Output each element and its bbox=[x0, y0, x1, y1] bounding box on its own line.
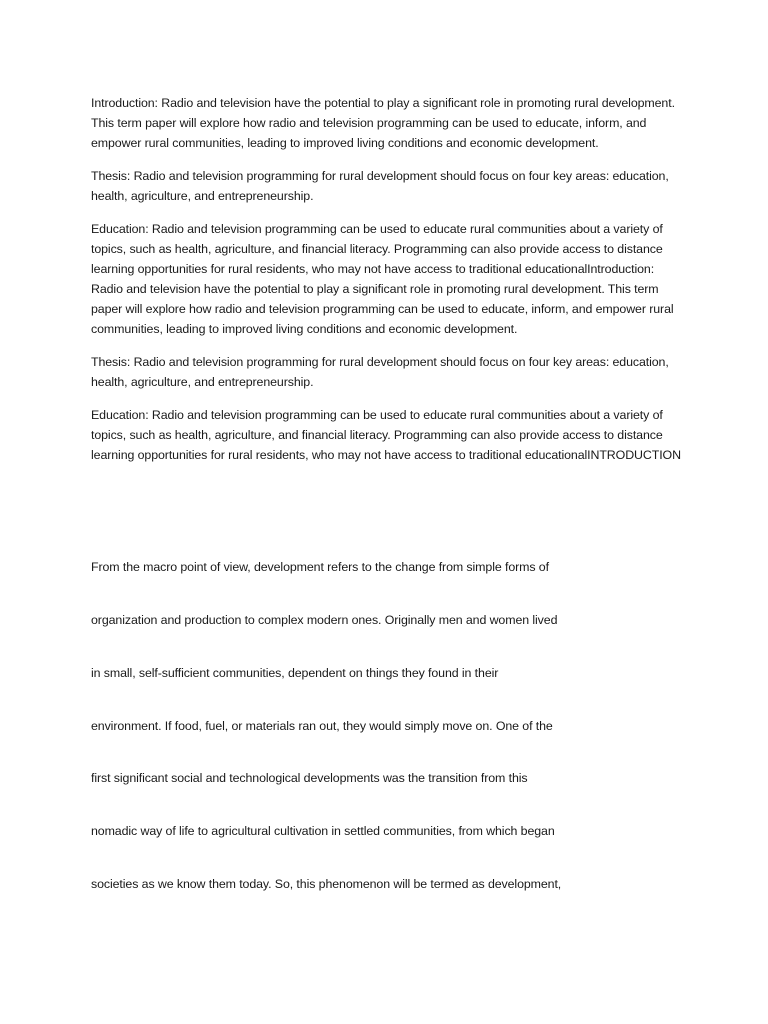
paragraph-education-repeat: Education: Radio and television programming can be used to educate rural communities about a variety of topics, such as health, agriculture, and financial literacy. Programming can also provide access to distance learning opportunities for rural residents, who may not have access to traditional educationalINTRODUCTION bbox=[91, 408, 681, 462]
spaced-line: From the macro point of view, development refers to the change from simple forms of bbox=[91, 560, 549, 574]
paragraph-education: Education: Radio and television programming can be used to educate rural communities about a variety of topics, such as health, agriculture, and financial literacy. Programming can also provide access to distance learning opportunities for rural residents, who may not have access to traditional educationalIntroduction: Radio and television have the potential to play a significant role in promoting rural development. This term paper will explore how radio and television programming can be used to educate, inform, and empower rural communities, leading to improved living conditions and economic development. bbox=[91, 222, 674, 336]
paragraph-thesis: Thesis: Radio and television programming for rural development should focus on four key areas: education, health, agriculture, and entrepreneurship. bbox=[91, 169, 669, 203]
document-body bbox=[91, 93, 683, 478]
spaced-line: first significant social and technological developments was the transition from this bbox=[91, 771, 528, 785]
paragraph-introduction: Introduction: Radio and television have the potential to play a significant role in promoting rural development. This term paper will explore how radio and television programming can be used to educate, inform, and empower rural communities, leading to improved living conditions and economic development. bbox=[91, 96, 675, 150]
spaced-line: environment. If food, fuel, or materials ran out, they would simply move on. One of the bbox=[91, 719, 553, 733]
paragraph-thesis-repeat: Thesis: Radio and television programming for rural development should focus on four key areas: education, health, agriculture, and entrepreneurship. bbox=[91, 355, 669, 389]
spaced-line: societies as we know them today. So, this phenomenon will be termed as development, bbox=[91, 877, 562, 891]
spaced-line: in small, self-sufficient communities, dependent on things they found in their bbox=[91, 666, 499, 680]
spaced-line: nomadic way of life to agricultural cultivation in settled communities, from which began bbox=[91, 824, 555, 838]
spaced-line: organization and production to complex modern ones. Originally men and women lived bbox=[91, 613, 558, 627]
